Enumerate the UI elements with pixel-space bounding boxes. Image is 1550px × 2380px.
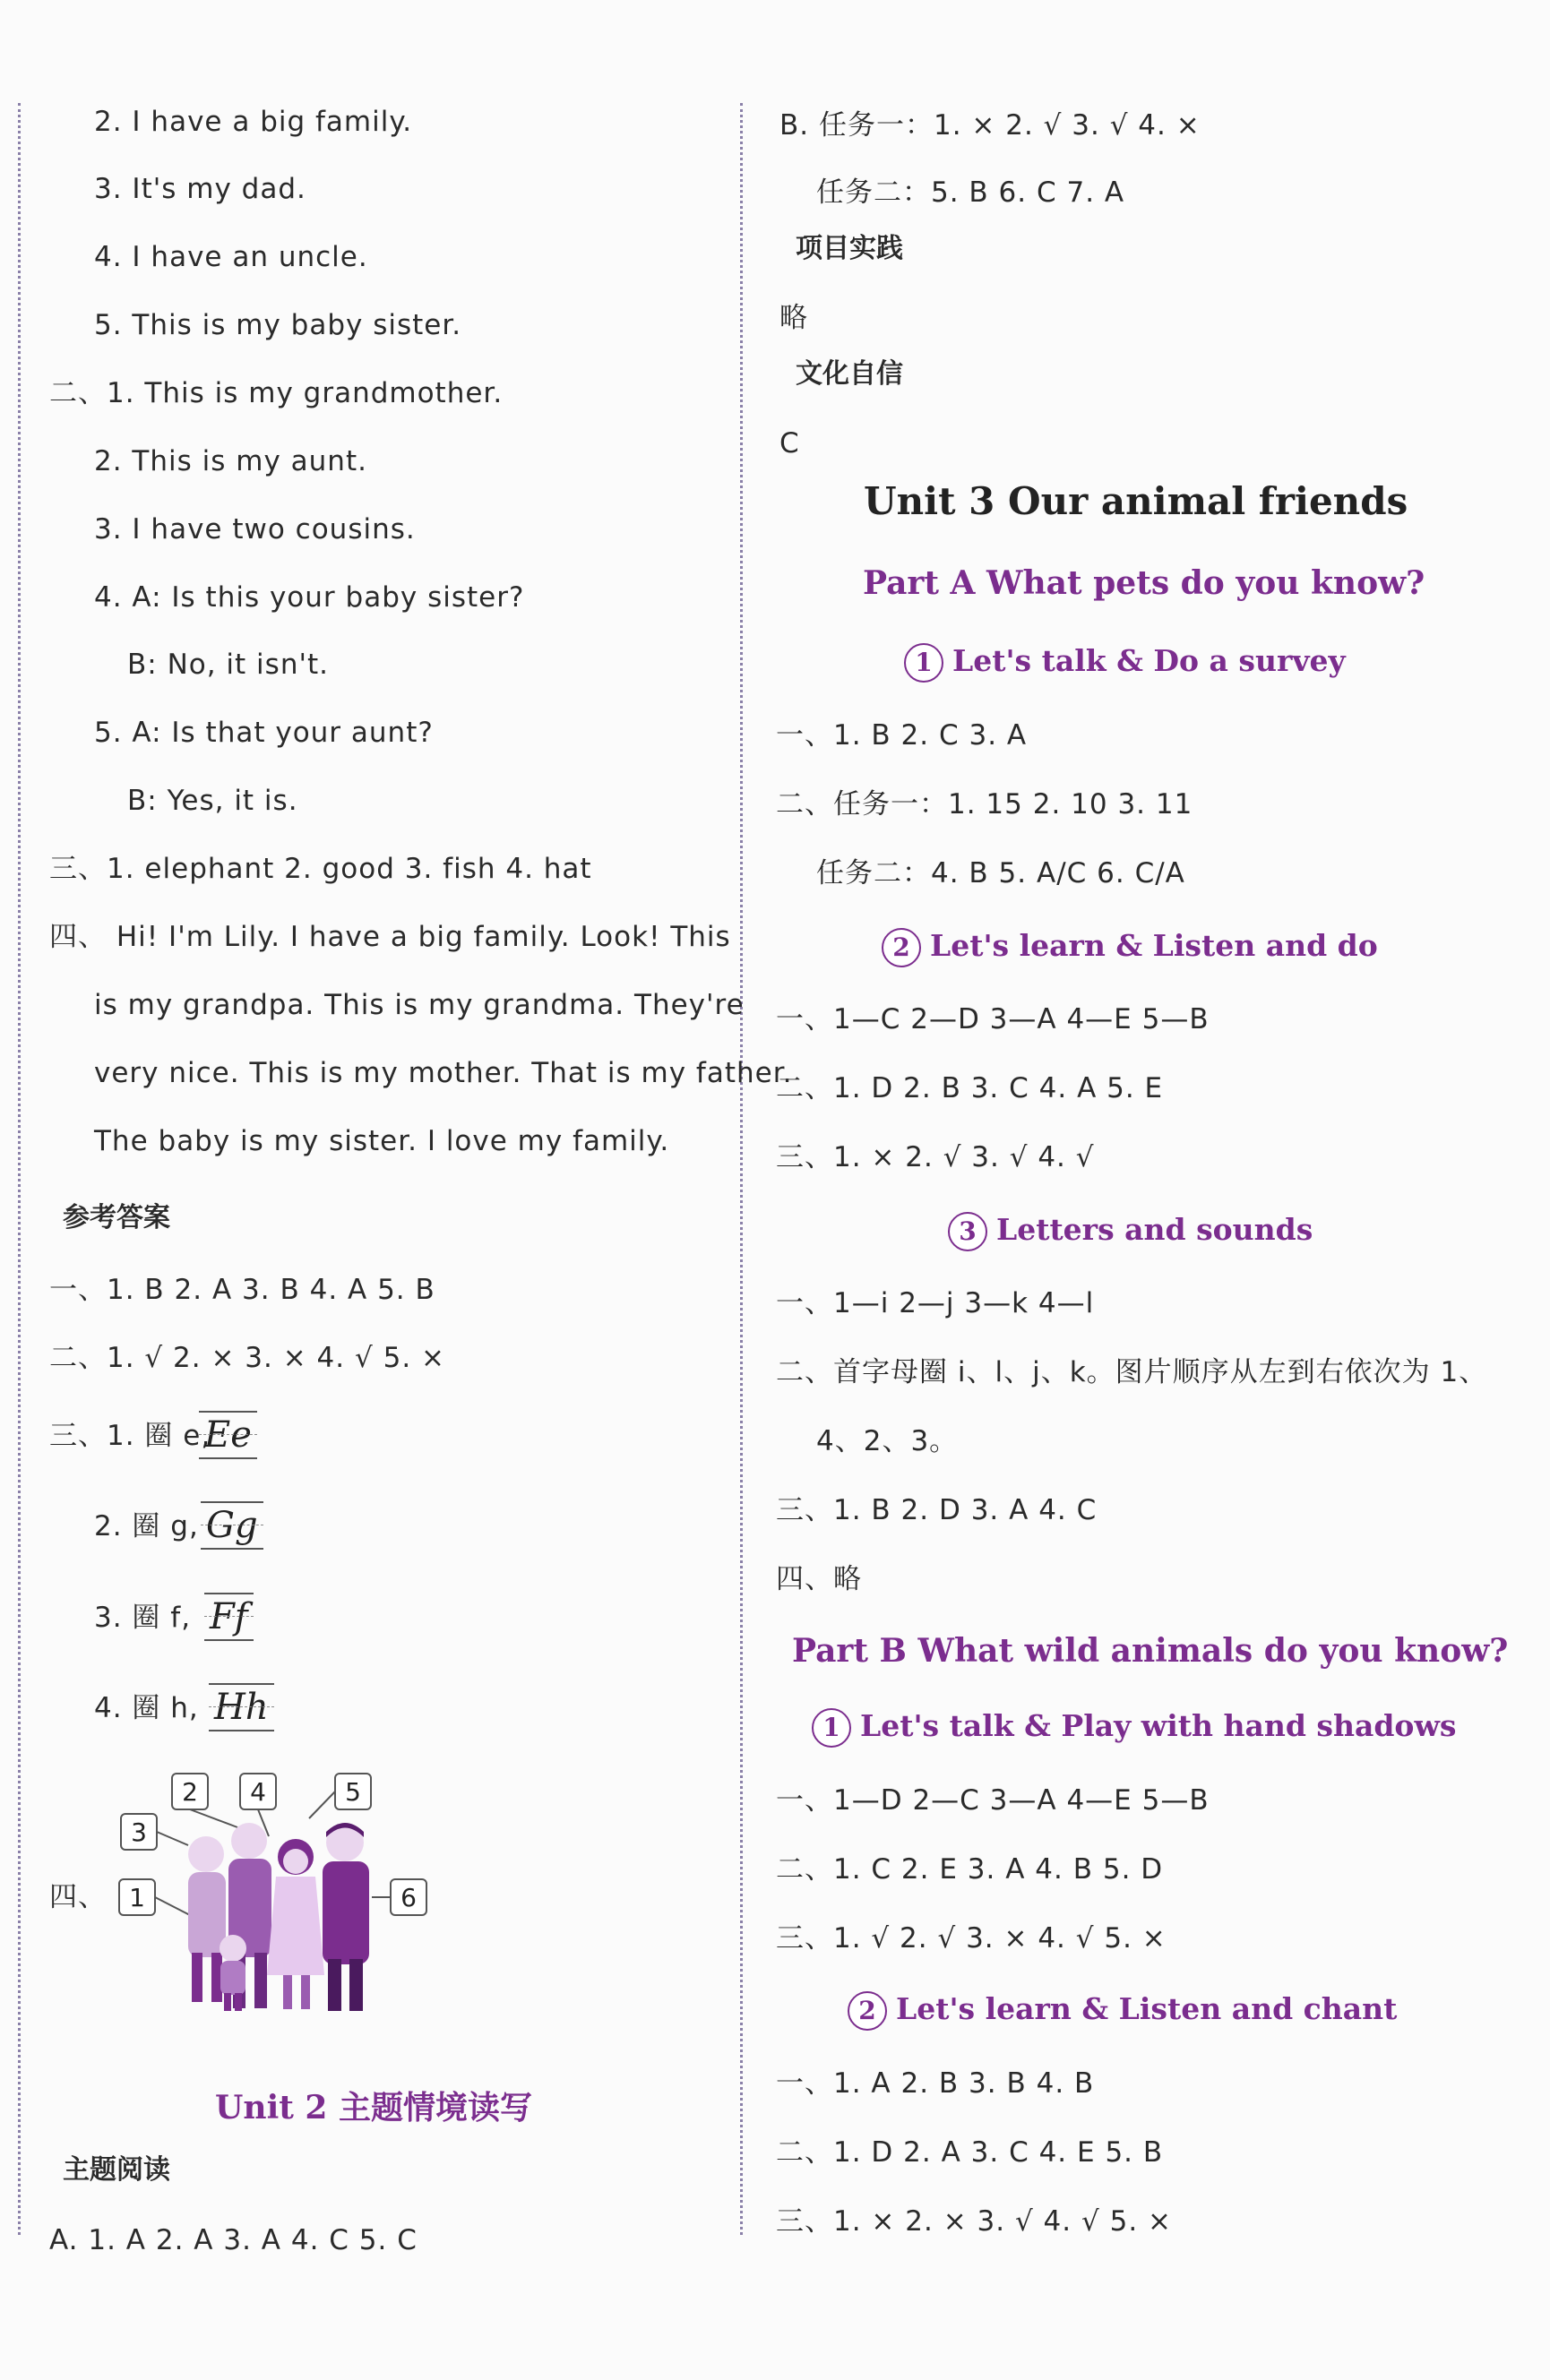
family-number: 5 xyxy=(345,1777,361,1807)
answer-line: 二、首字母圈 i、l、j、k。图片顺序从左到右依次为 1、 xyxy=(776,1356,1488,1388)
handwriting-box: Gg xyxy=(201,1501,263,1550)
answer-line: 3. It's my dad. xyxy=(94,173,306,205)
answer-line: 二、1. This is my grandmother. xyxy=(49,377,504,409)
answer-line: 一、1—C 2—D 3—A 4—E 5—B xyxy=(776,1003,1210,1035)
answer-line: 二、1. C 2. E 3. A 4. B 5. D xyxy=(776,1853,1164,1886)
section-heading: 参考答案 xyxy=(63,1202,170,1233)
section-heading: 项目实践 xyxy=(796,233,903,264)
answer-line: 三、1. √ 2. √ 3. × 4. √ 5. × xyxy=(776,1922,1167,1955)
answer-line: 一、1. A 2. B 3. B 4. B xyxy=(776,2067,1095,2100)
answer-line: 任务二：5. B 6. C 7. A xyxy=(816,176,1125,209)
answer-line: 3. I have two cousins. xyxy=(94,513,416,546)
family-number: 4 xyxy=(250,1777,266,1807)
answer-line: 一、1. B 2. A 3. B 4. A 5. B xyxy=(49,1274,435,1306)
lesson-number-badge: 2 xyxy=(882,928,921,967)
unit-title: Unit 3 Our animal friends xyxy=(864,479,1408,523)
answer-label: 四、 xyxy=(49,1881,107,1913)
family-number: 3 xyxy=(131,1817,147,1847)
answer-line: C xyxy=(779,427,800,460)
passage-line: is my grandpa. This is my grandma. They're xyxy=(94,989,745,1021)
handwriting-box: Ee xyxy=(199,1411,257,1459)
answer-line: 略 xyxy=(779,302,808,334)
handwriting-box: Ff xyxy=(204,1593,254,1641)
left-margin-rule xyxy=(18,103,21,2235)
answer-line: 三、1. B 2. D 3. A 4. C xyxy=(776,1494,1098,1526)
section-heading: 主题阅读 xyxy=(63,2154,170,2186)
answer-line: 二、1. D 2. A 3. C 4. E 5. B xyxy=(776,2136,1164,2169)
passage-line: The baby is my sister. I love my family. xyxy=(94,1125,670,1157)
answer-line: 二、1. D 2. B 3. C 4. A 5. E xyxy=(776,1072,1164,1104)
section-heading: 文化自信 xyxy=(796,358,903,390)
answer-line: 三、1. × 2. √ 3. √ 4. √ xyxy=(776,1141,1095,1173)
circle-item-label: 4. 圈 h, xyxy=(94,1692,199,1724)
family-number: 6 xyxy=(400,1883,417,1912)
answer-line: B: No, it isn't. xyxy=(127,649,329,681)
circle-item-label: 3. 圈 f, xyxy=(94,1602,192,1634)
lesson-title: 1 Let's talk & Do a survey xyxy=(904,643,1346,683)
unit-title: Unit 2 主题情境读写 xyxy=(215,2089,532,2127)
answer-line: 三、1. elephant 2. good 3. fish 4. hat xyxy=(49,853,592,885)
answer-line: 一、1—i 2—j 3—k 4—l xyxy=(776,1287,1095,1319)
lesson-title: 3 Letters and sounds xyxy=(948,1212,1313,1251)
passage-line: 四、 Hi! I'm Lily. I have a big family. Look! This xyxy=(49,921,731,953)
answer-line: 2. This is my aunt. xyxy=(94,445,367,477)
answer-line: 一、1. B 2. C 3. A xyxy=(776,719,1028,752)
answer-line: 4. I have an uncle. xyxy=(94,241,368,273)
answer-line: 2. I have a big family. xyxy=(94,106,413,138)
answer-line: 四、略 xyxy=(776,1563,862,1595)
handwriting-box: Hh xyxy=(209,1683,274,1731)
answer-line: B. 任务一：1. × 2. √ 3. √ 4. × xyxy=(779,109,1201,142)
part-title: Part A What pets do you know? xyxy=(863,564,1425,602)
lesson-number-badge: 1 xyxy=(904,643,943,683)
family-illustration xyxy=(116,1769,448,2015)
answer-line: 任务二：4. B 5. A/C 6. C/A xyxy=(816,857,1185,889)
answer-line: 4、2、3。 xyxy=(816,1425,959,1457)
part-title: Part B What wild animals do you know? xyxy=(792,1632,1509,1670)
family-number: 1 xyxy=(129,1883,145,1912)
answer-line: 4. A: Is this your baby sister? xyxy=(94,581,525,614)
column-divider xyxy=(740,103,743,2235)
answer-line: 三、1. × 2. × 3. √ 4. √ 5. × xyxy=(776,2205,1173,2238)
answer-line: 5. This is my baby sister. xyxy=(94,309,462,341)
lesson-number-badge: 2 xyxy=(848,1991,887,2031)
circle-item-label: 三、1. 圈 e, xyxy=(49,1420,211,1452)
answer-line: 一、1—D 2—C 3—A 4—E 5—B xyxy=(776,1784,1210,1817)
lesson-title: 2 Let's learn & Listen and do xyxy=(882,928,1378,967)
answer-line: 二、1. √ 2. × 3. × 4. √ 5. × xyxy=(49,1342,446,1374)
passage-line: very nice. This is my mother. That is my father. xyxy=(94,1057,793,1089)
answer-line: 二、任务一：1. 15 2. 10 3. 11 xyxy=(776,788,1193,821)
answer-line: 5. A: Is that your aunt? xyxy=(94,717,434,749)
lesson-number-badge: 3 xyxy=(948,1212,987,1251)
answer-line: B: Yes, it is. xyxy=(127,785,298,817)
lesson-title: 1 Let's talk & Play with hand shadows xyxy=(812,1708,1456,1748)
circle-item-label: 2. 圈 g, xyxy=(94,1510,199,1542)
lesson-title: 2 Let's learn & Listen and chant xyxy=(848,1991,1397,2031)
lesson-number-badge: 1 xyxy=(812,1708,851,1748)
family-number: 2 xyxy=(182,1777,198,1807)
answer-line: A. 1. A 2. A 3. A 4. C 5. C xyxy=(49,2224,418,2256)
